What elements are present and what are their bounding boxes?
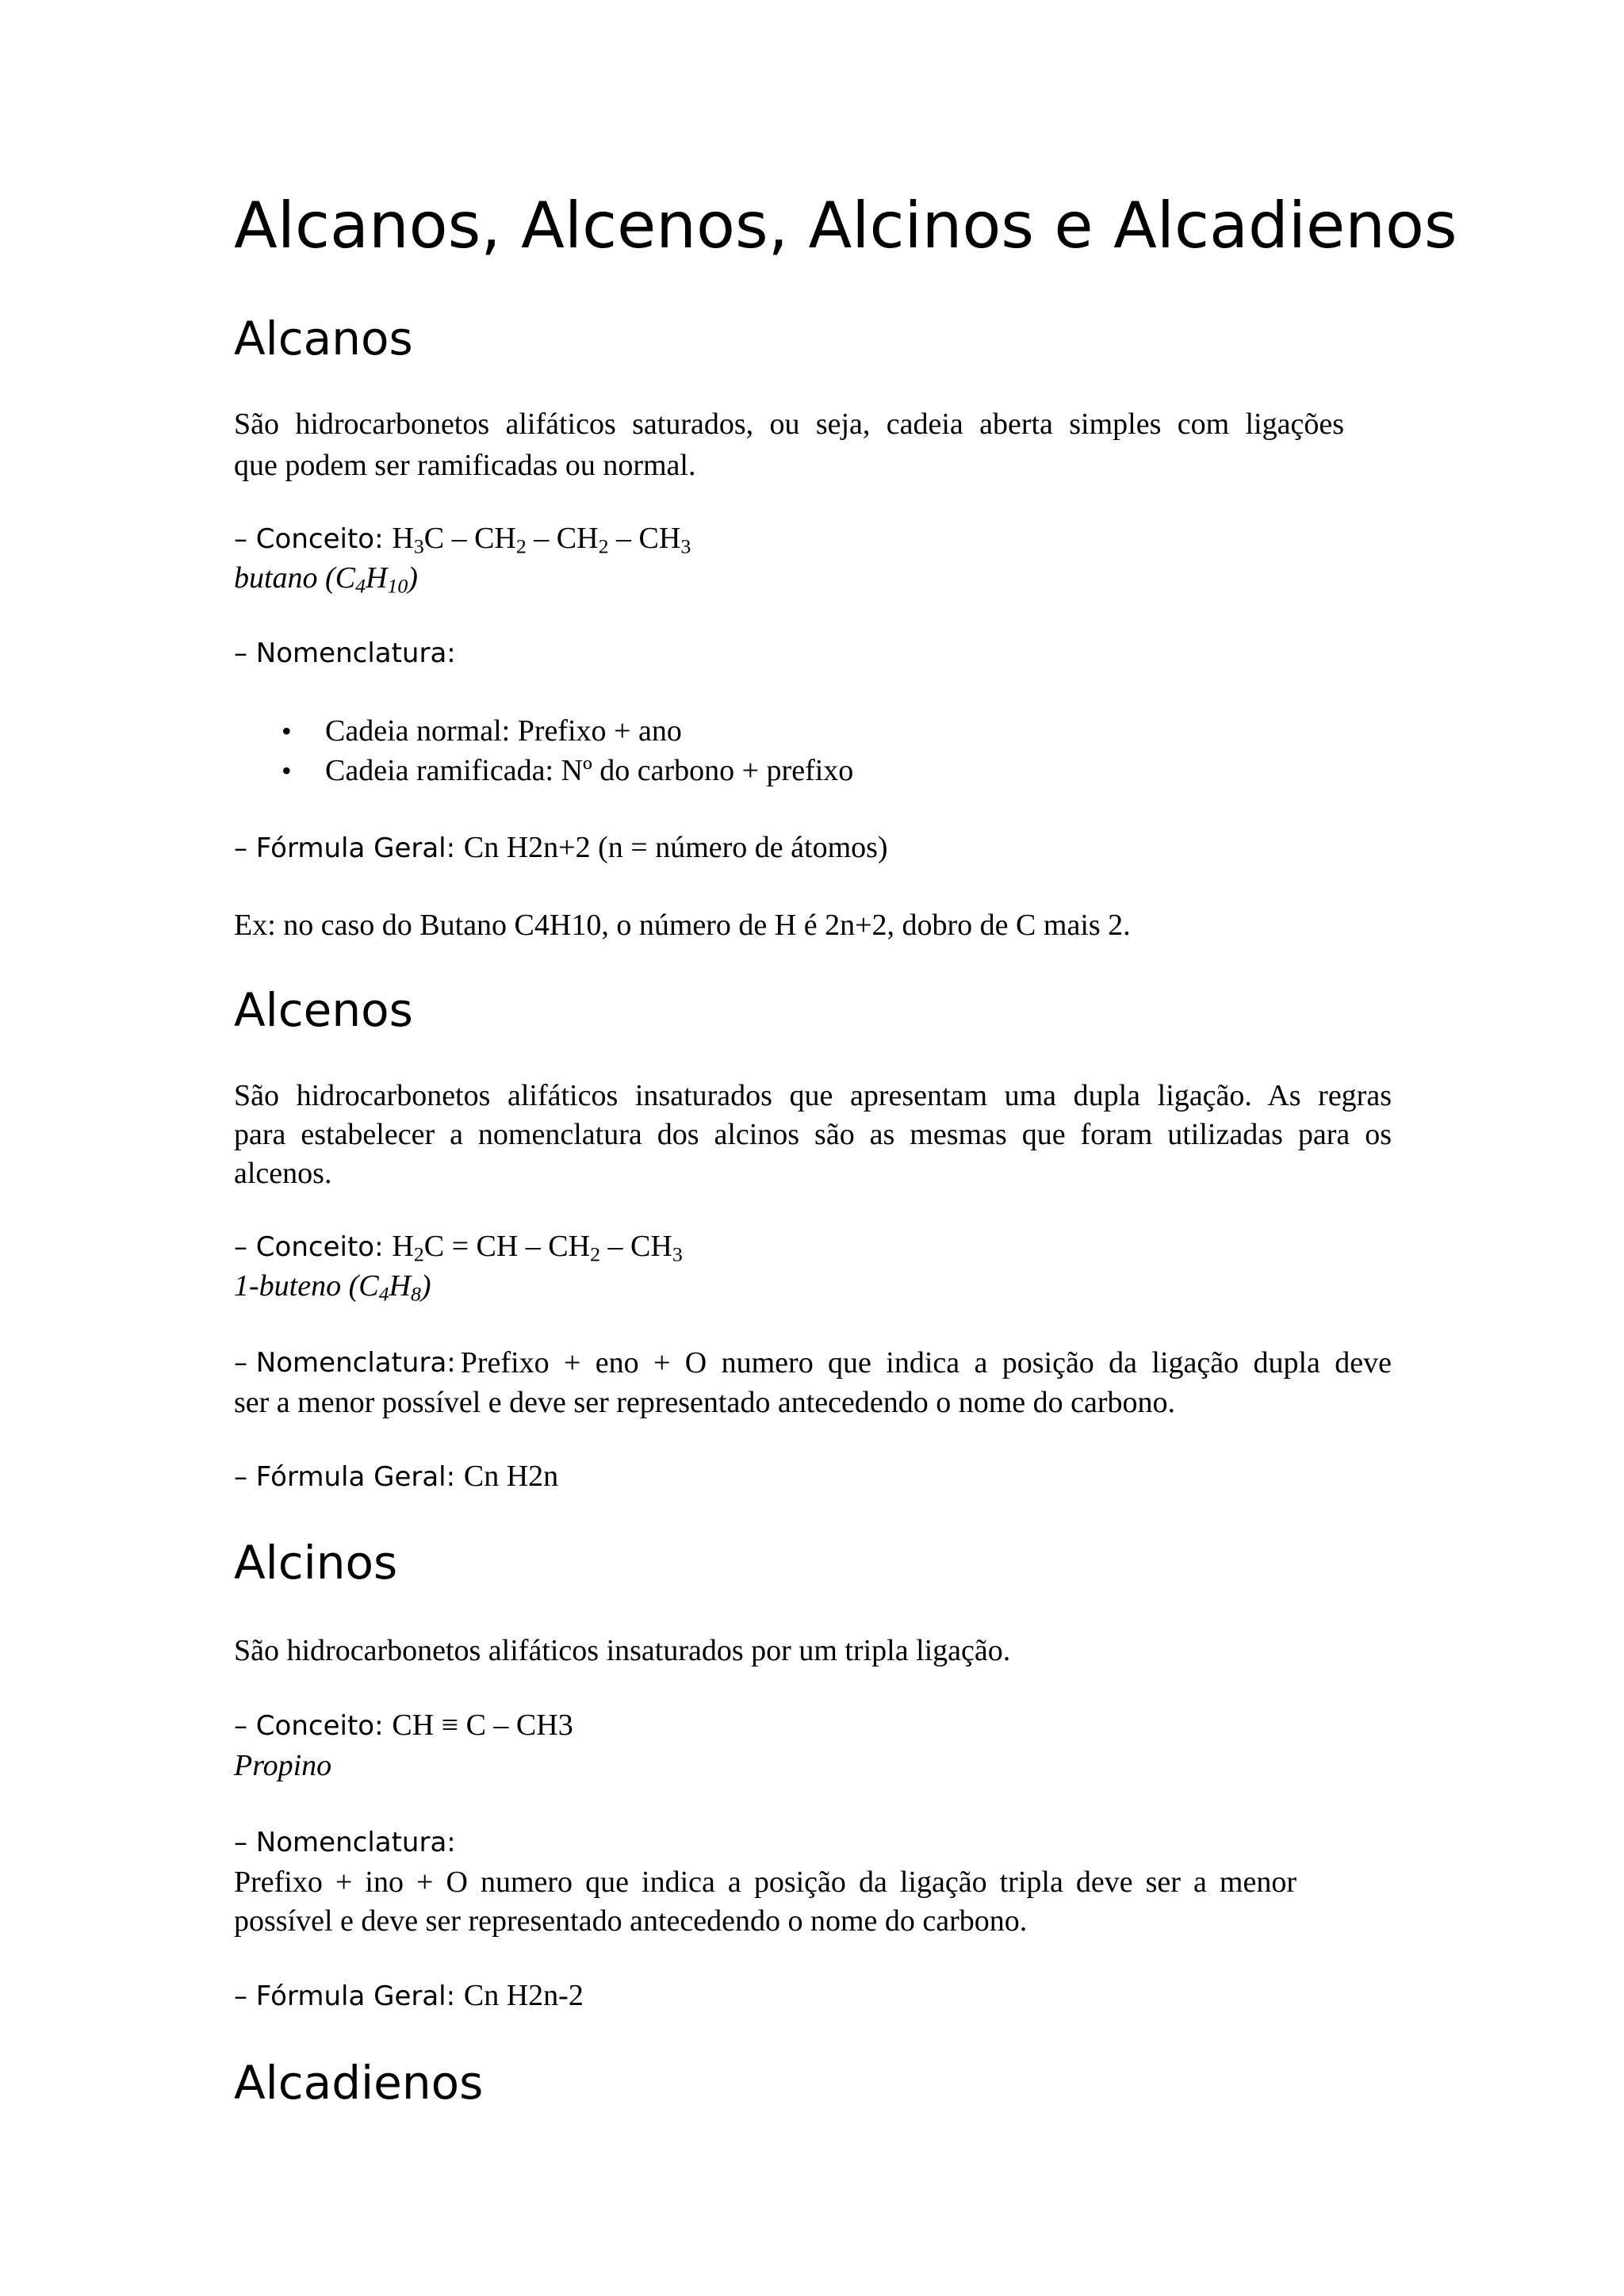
heading-alcenos: Alcenos [234,983,413,1037]
alcinos-compound-name: Propino [234,1749,332,1782]
heading-alcadienos: Alcadienos [234,2056,484,2110]
alcenos-paragraph-line-2: para estabelecer a nomenclatura dos alcinos são as mesmas que foram utilizadas para os [234,1118,1392,1151]
alcanos-compound-name: butano $(C_4H_{10})$ [234,561,418,598]
bullet-dot: • [282,715,292,747]
alcinos-nomenclatura-line-1: Prefixo + ino + O numero que indica a posição da ligação tripla deve ser a menor [234,1866,1297,1899]
alcinos-paragraph-line-1: São hidrocarbonetos alifáticos insaturados por um tripla ligação. [234,1634,1011,1667]
alcenos-formula: $H_2C$ = CH – $CH_2 - CH_3$ [392,1230,683,1266]
alcinos-formula: CH ≡ C – CH3 [392,1709,573,1742]
alcenos-compound-name: 1-buteno $(C_4H_8)$ [234,1269,431,1306]
alcinos-formula-geral: – Fórmula Geral: Cn H2n-2 [234,1979,584,2012]
alcenos-formula-geral: – Fórmula Geral: Cn H2n [234,1460,559,1493]
alcenos-nomenclatura-line-1: – Nomenclatura: Prefixo + eno + O numero que indica a posição da ligação dupla deve [234,1346,1392,1380]
alcanos-example: Ex: no caso do Butano C4H10, o número de H é 2n+2, dobro de C mais 2. [234,909,1131,942]
conceito-label: – Conceito: [234,1710,393,1742]
bullet-dot: • [282,755,292,786]
document-title: Alcanos, Alcenos, Alcinos e Alcadienos [234,189,1457,262]
alcanos-nomenclatura-label: – Nomenclatura: [234,637,456,669]
heading-alcinos: Alcinos [234,1536,398,1590]
alcenos-conceito [234,1227,683,1266]
alcenos-paragraph-line-3: alcenos. [234,1157,332,1190]
alcinos-nomenclatura-line-2: possível e deve ser representado antecedendo o nome do carbono. [234,1904,1028,1938]
conceito-label: – Conceito: [234,1231,393,1263]
alcenos-nomenclatura-line-2: ser a menor possível e deve ser representado antecedendo o nome do carbono. [234,1386,1176,1419]
alcanos-formula-geral: – Fórmula Geral: Cn H2n+2 (n = número de átomos) [234,831,888,864]
bullet-item-1: Cadeia normal: Prefixo + ano [325,714,682,748]
alcanos-paragraph-line-2: que podem ser ramificadas ou normal. [234,449,696,482]
heading-alcanos: Alcanos [234,312,413,365]
alcinos-nomenclatura-label: – Nomenclatura: [234,1827,456,1858]
alcanos-conceito [234,519,691,558]
conceito-label: – Conceito: [234,523,393,555]
bullet-item-2: Cadeia ramificada: Nº do carbono + prefixo [325,754,854,787]
alcanos-paragraph-line-1: São hidrocarbonetos alifáticos saturados, ou seja, cadeia aberta simples com ligações [234,408,1344,441]
alcanos-formula: $H_3C - CH_2 - CH_2 - CH_3$ [392,522,691,558]
alcinos-conceito [234,1706,573,1745]
alcenos-paragraph-line-1: São hidrocarbonetos alifáticos insaturados que apresentam uma dupla ligação. As regras [234,1079,1392,1112]
